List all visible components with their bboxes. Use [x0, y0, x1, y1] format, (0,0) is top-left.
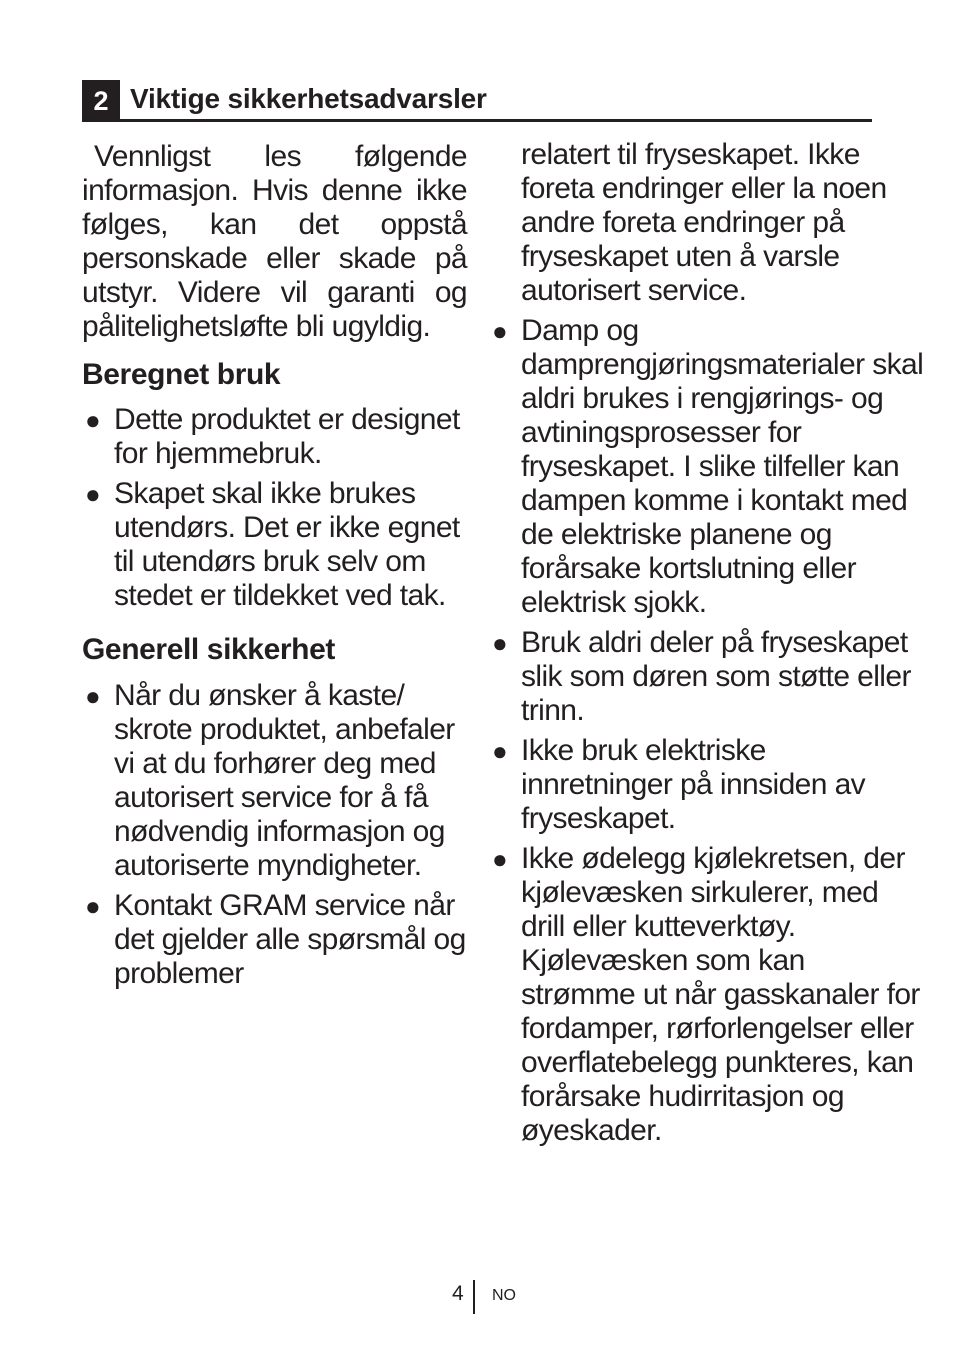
list-item-text: Dette produktet er designet for hjemmebruk. — [114, 403, 460, 470]
list-item-text: Bruk aldri deler på fryseskapet slik som døren som støtte eller trinn. — [521, 626, 911, 727]
general-safety-list — [82, 679, 467, 991]
list-item-text: Skapet skal ikke brukes utendørs. Det er ikke egnet til utendørs bruk selv om stedet er tildekket ved tak. — [114, 477, 460, 612]
general-safety-heading: Generell sikkerhet — [82, 633, 335, 666]
page-footer — [0, 1280, 954, 1320]
language-code: NO — [492, 1287, 516, 1304]
right-column — [489, 138, 924, 1154]
left-column — [82, 140, 467, 997]
chapter-number-badge: 2 — [82, 80, 120, 122]
bullet-icon: ● — [492, 628, 508, 658]
section-title: Viktige sikkerhetsadvarsler — [130, 83, 487, 114]
list-item-continuation: relatert til fryseskapet. Ikke foreta endringer eller la noen andre foreta endringer på fryseskapet uten å varsle autorisert service. — [521, 138, 887, 307]
list-item — [82, 679, 467, 883]
list-item — [82, 477, 467, 613]
bullet-icon: ● — [492, 316, 508, 346]
list-item-text: Ikke ødelegg kjølekretsen, der kjølevæsken sirkulerer, med drill eller kutteverktøy. Kjølevæsken som kan strømme ut når gasskanaler for fordamper, rørforlengelser eller overflatebelegg punkteres, kan forårsake hudirritasjon og øyeskader. — [521, 842, 920, 1147]
general-safety-list-continued — [489, 314, 924, 1148]
intended-use-list — [82, 403, 467, 613]
bullet-icon: ● — [492, 844, 508, 874]
section-header — [82, 80, 872, 122]
intended-use-heading: Beregnet bruk — [82, 358, 281, 391]
list-item — [489, 734, 924, 836]
list-item — [82, 403, 467, 471]
list-item-text: Kontakt GRAM service når det gjelder alle spørsmål og problemer — [114, 889, 466, 990]
bullet-icon: ● — [85, 479, 101, 509]
list-item — [82, 889, 467, 991]
list-item-text: Ikke bruk elektriske innretninger på innsiden av fryseskapet. — [521, 734, 866, 835]
list-item — [489, 842, 924, 1148]
bullet-icon: ● — [492, 736, 508, 766]
footer-divider — [473, 1280, 475, 1314]
list-item-text: Når du ønsker å kaste/ skrote produktet, anbefaler vi at du forhører deg med autorisert service for å få nødvendig informasjon og autoriserte myndigheter. — [114, 679, 455, 882]
list-item-text: Damp og damprengjøringsmaterialer skal aldri brukes i rengjørings- og avtiningsprosesser for fryseskapet. I slike tilfeller kan dampen komme i kontakt med de elektriske planene og forårsake kortslutning eller elektrisk sjokk. — [521, 314, 924, 619]
bullet-icon: ● — [85, 891, 101, 921]
page-number: 4 — [452, 1282, 464, 1305]
list-item — [489, 626, 924, 728]
list-item — [489, 314, 924, 620]
bullet-icon: ● — [85, 405, 101, 435]
intro-paragraph: Vennligst les følgende informasjon. Hvis denne ikke følges, kan det oppstå personskade eller skade på utstyr. Videre vil garanti og pålitelighetsløfte bli ugyldig. — [82, 140, 467, 343]
bullet-icon: ● — [85, 681, 101, 711]
